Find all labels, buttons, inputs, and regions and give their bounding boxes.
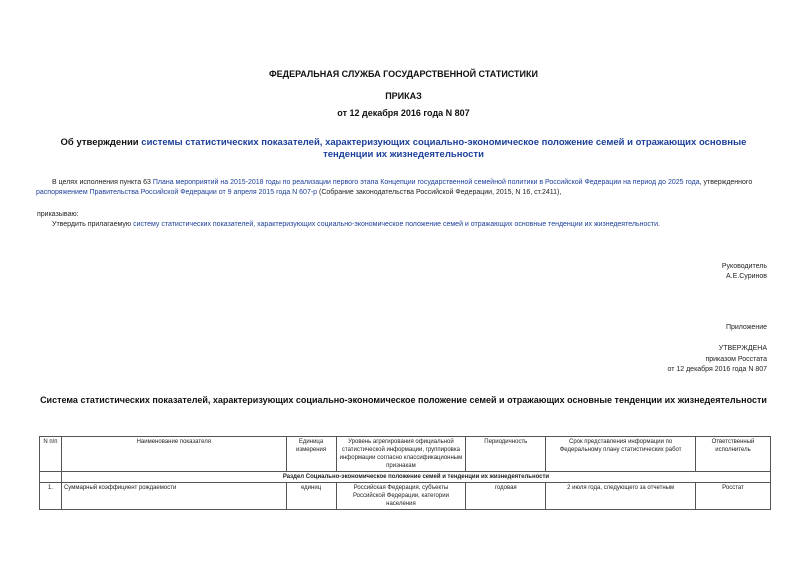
approved-label: УТВЕРЖДЕНА <box>718 345 767 352</box>
subject-prefix: Об утверждении <box>60 137 142 148</box>
intro-text-3: (Собрание законодательства Российской Федерации, 2015, N 16, ст.2411), <box>317 189 562 196</box>
agency-name: ФЕДЕРАЛЬНАЯ СЛУЖБА ГОСУДАРСТВЕННОЙ СТАТИСТИКИ <box>269 69 538 79</box>
system-link[interactable]: систему статистических показателей, характеризующих социально-экономическое положение семей и отражающих основные тенденции их жизнедеятельности <box>133 221 658 228</box>
column-header: Периодичность <box>466 437 546 472</box>
appendix-label: Приложение <box>725 324 767 331</box>
decree-word: приказываю: <box>37 211 79 218</box>
document-date-number: от 12 декабря 2016 года N 807 <box>337 108 470 118</box>
column-header: N п/п <box>40 437 62 472</box>
approved-date: от 12 декабря 2016 года N 807 <box>667 366 767 373</box>
government-order-link[interactable]: распоряжением Правительства Российской Федерации от 9 апреля 2015 года N 607-р <box>36 189 318 196</box>
table-header-row <box>40 437 771 472</box>
column-header: Наименование показателя <box>61 437 286 472</box>
signature-title: Руководитель <box>721 263 767 270</box>
approve-prefix: Утвердить прилагаемую <box>52 221 134 228</box>
table-row <box>40 483 771 510</box>
intro-text-1: В целях исполнения пункта 63 <box>52 179 153 186</box>
column-header: Срок представления информации по Федеральному плану статистических работ <box>546 437 696 472</box>
signature-name: А.Е.Суринов <box>726 273 767 280</box>
row-number: 1. <box>40 483 62 510</box>
plan-link[interactable]: Плана мероприятий на 2015-2018 годы по реализации первого этапа Концепции государственной семейной политики в Российской Федерации на период до 2025 года <box>152 179 700 186</box>
periodicity: годовая <box>466 483 546 510</box>
executor: Росстат <box>696 483 771 510</box>
table-section-row <box>40 472 771 483</box>
column-header: Ответственный исполнитель <box>696 437 771 472</box>
unit: единиц <box>286 483 336 510</box>
aggregation-level: Российская Федерация, субъекты Российской Федерации, категории населения <box>336 483 466 510</box>
intro-text-2: , утвержденного <box>699 179 753 186</box>
section-title: Раздел Социально-экономическое положение семей и тенденции их жизнедеятельности <box>61 472 770 483</box>
approve-suffix: . <box>658 221 660 228</box>
approve-paragraph <box>52 220 660 230</box>
column-header: Уровень агрегирования официальной статистической информации, группировка информации согласно классификационным признакам <box>336 437 466 472</box>
document-subject <box>40 137 767 161</box>
intro-paragraph <box>36 178 770 198</box>
deadline: 2 июля года, следующего за отчетным <box>546 483 696 510</box>
column-header: Единица измерения <box>286 437 336 472</box>
approved-by: приказом Росстата <box>705 356 767 363</box>
system-title: Система статистических показателей, характеризующих социально-экономическое положение семей и отражающих основные тенденции их жизнедеятельности <box>40 395 767 405</box>
table-cell <box>40 472 62 483</box>
indicators-table <box>39 436 771 510</box>
indicator-name: Суммарный коэффициент рождаемости <box>61 483 286 510</box>
subject-link[interactable]: системы статистических показателей, характеризующих социально-экономическое положение семей и отражающих основные тенденции их жизнедеятельности <box>141 137 747 160</box>
document-type: ПРИКАЗ <box>385 91 422 101</box>
